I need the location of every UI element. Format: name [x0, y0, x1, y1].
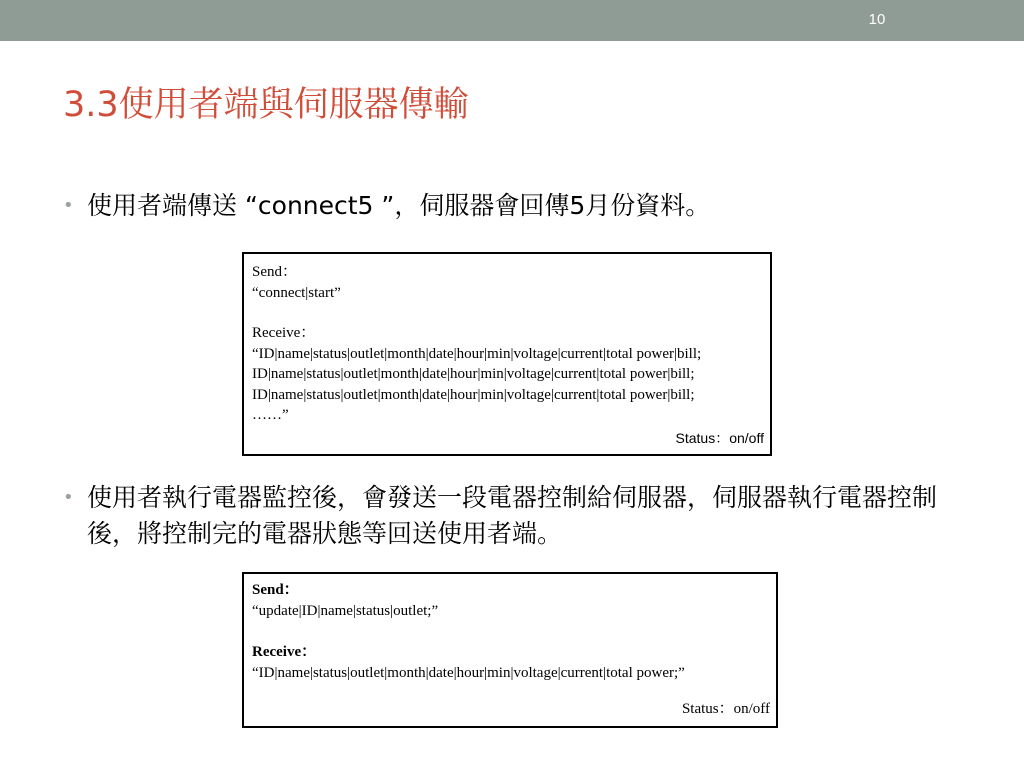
receive-line: “ID|name|status|outlet|month|date|hour|min|voltage|current|total power|bill; [252, 345, 702, 362]
top-bar [0, 0, 1024, 41]
receive-value: “ID|name|status|outlet|month|date|hour|min|voltage|current|total power;” [252, 665, 685, 681]
status-text: Status：on/off [681, 701, 770, 717]
spacer [252, 303, 770, 323]
update-protocol-box [242, 572, 778, 728]
bullet-item-control [63, 480, 943, 552]
page-number: 10 [868, 11, 886, 28]
status-text: Status：on/off [675, 429, 764, 446]
bullet-item-connect [63, 188, 963, 224]
send-label: Send： [252, 264, 298, 280]
receive-line: ……” [252, 407, 289, 423]
bullet-text: 使用者執行電器監控後，會發送一段電器控制給伺服器，伺服器執行電器控制後，將控制完的電器狀態等回送使用者端。 [87, 483, 938, 548]
send-label: Send： [252, 582, 299, 598]
bullet-marker: • [63, 487, 74, 508]
bullet-text: 使用者端傳送 “connect5 ”，伺服器會回傳5月份資料。 [87, 191, 711, 220]
receive-line: ID|name|status|outlet|month|date|hour|min|voltage|current|total power|bill; [252, 386, 695, 403]
bullet-marker: • [63, 195, 74, 216]
receive-label: Receive： [252, 325, 316, 341]
connect-protocol-box [242, 252, 772, 456]
receive-line: ID|name|status|outlet|month|date|hour|min|voltage|current|total power|bill; [252, 366, 695, 382]
receive-label: Receive： [252, 644, 317, 660]
send-value: “update|ID|name|status|outlet;” [252, 603, 439, 619]
spacer [252, 622, 776, 642]
send-value: “connect|start” [252, 284, 341, 301]
slide-title: 3.3使用者端與伺服器傳輸 [63, 85, 469, 125]
